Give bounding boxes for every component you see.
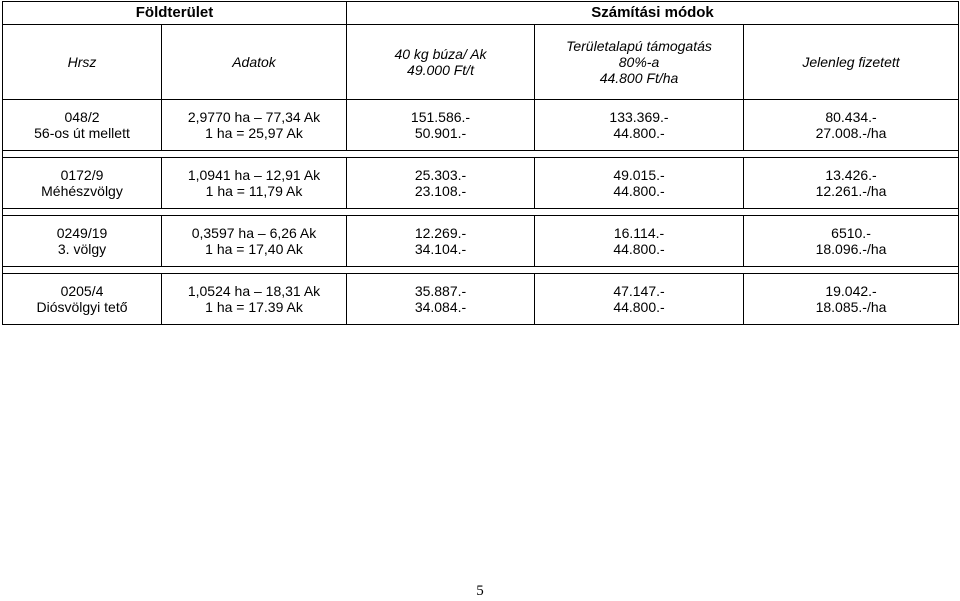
cell-text: 44.800.- [613,183,665,199]
land-calculation-table [2,1,959,325]
separator-cell [3,267,959,274]
cell-wheat [347,158,535,209]
cell-text: 151.586.- [410,109,471,125]
col-wheat-line2: 49.000 Ft/t [407,62,474,78]
separator-row [3,209,959,216]
cell-text: 1,0524 ha – 18,31 Ak [187,283,321,299]
cell-text: 47.147.- [613,283,665,299]
cell-text: 2,9770 ha – 77,34 Ak [187,109,321,125]
table-row [3,100,959,151]
header-foldterulet: Földterület [3,2,347,25]
cell-wheat [347,216,535,267]
col-area-line3: 44.800 Ft/ha [599,70,679,86]
col-current-label: Jelenleg fizetett [802,54,900,70]
cell-text: 1,0941 ha – 12,91 Ak [187,167,321,183]
separator-row [3,267,959,274]
cell-text: 1 ha = 17.39 Ak [205,299,303,315]
col-area-line2: 80%-a [618,54,660,70]
cell-text: 0,3597 ha – 6,26 Ak [191,225,317,241]
cell-area-support [535,274,744,325]
page-number: 5 [476,583,484,599]
cell-text: 44.800.- [613,125,665,141]
col-wheat [347,25,535,100]
cell-current [744,274,959,325]
cell-hrsz [3,274,162,325]
cell-text: 49.015.- [613,167,665,183]
separator-cell [3,151,959,158]
cell-text: 23.108.- [414,183,467,199]
table-header-row [3,2,959,25]
cell-text: 0205/4 [60,283,104,299]
cell-text: 18.096.-/ha [815,241,887,257]
cell-adatok [162,274,347,325]
col-adatok-label: Adatok [232,54,276,70]
table-subheader-row [3,25,959,100]
cell-wheat [347,274,535,325]
cell-text: 048/2 [64,109,100,125]
cell-text: 50.901.- [414,125,467,141]
cell-area-support [535,100,744,151]
col-area-line1: Területalapú támogatás [566,38,712,54]
table-row [3,158,959,209]
cell-text: Diósvölgyi tető [36,299,128,315]
cell-hrsz [3,158,162,209]
cell-adatok [162,158,347,209]
cell-text: 12.269.- [414,225,467,241]
cell-adatok [162,100,347,151]
cell-text: 18.085.-/ha [815,299,887,315]
cell-text: 44.800.- [613,299,665,315]
col-hrsz-label: Hrsz [67,54,97,70]
cell-text: 34.084.- [414,299,467,315]
cell-text: 35.887.- [414,283,467,299]
cell-wheat [347,100,535,151]
cell-text: 133.369.- [609,109,669,125]
cell-current [744,216,959,267]
col-area-support [535,25,744,100]
cell-text: 1 ha = 25,97 Ak [205,125,303,141]
cell-text: 6510.- [831,225,871,241]
col-wheat-line1: 40 kg búza/ Ak [394,46,487,62]
cell-text: 12.261.-/ha [815,183,887,199]
table-row [3,274,959,325]
table-row [3,216,959,267]
col-adatok [162,25,347,100]
cell-text: 80.434.- [825,109,877,125]
cell-text: 1 ha = 17,40 Ak [205,241,303,257]
cell-text: 1 ha = 11,79 Ak [205,183,303,199]
col-current [744,25,959,100]
cell-text: 3. völgy [57,241,107,257]
cell-text: 34.104.- [414,241,467,257]
separator-cell [3,209,959,216]
separator-row [3,151,959,158]
cell-text: 27.008.-/ha [815,125,887,141]
cell-hrsz [3,100,162,151]
cell-current [744,158,959,209]
cell-text: 16.114.- [613,225,665,241]
cell-current [744,100,959,151]
cell-hrsz [3,216,162,267]
cell-text: 13.426.- [825,167,877,183]
cell-text: 44.800.- [613,241,665,257]
cell-text: 19.042.- [825,283,877,299]
cell-text: Méhészvölgy [41,183,123,199]
cell-area-support [535,216,744,267]
cell-text: 0249/19 [56,225,108,241]
col-hrsz [3,25,162,100]
cell-area-support [535,158,744,209]
cell-adatok [162,216,347,267]
cell-text: 56-os út mellett [34,125,130,141]
header-szamitasi-modok: Számítási módok [347,2,959,25]
cell-text: 25.303.- [414,167,467,183]
cell-text: 0172/9 [60,167,104,183]
